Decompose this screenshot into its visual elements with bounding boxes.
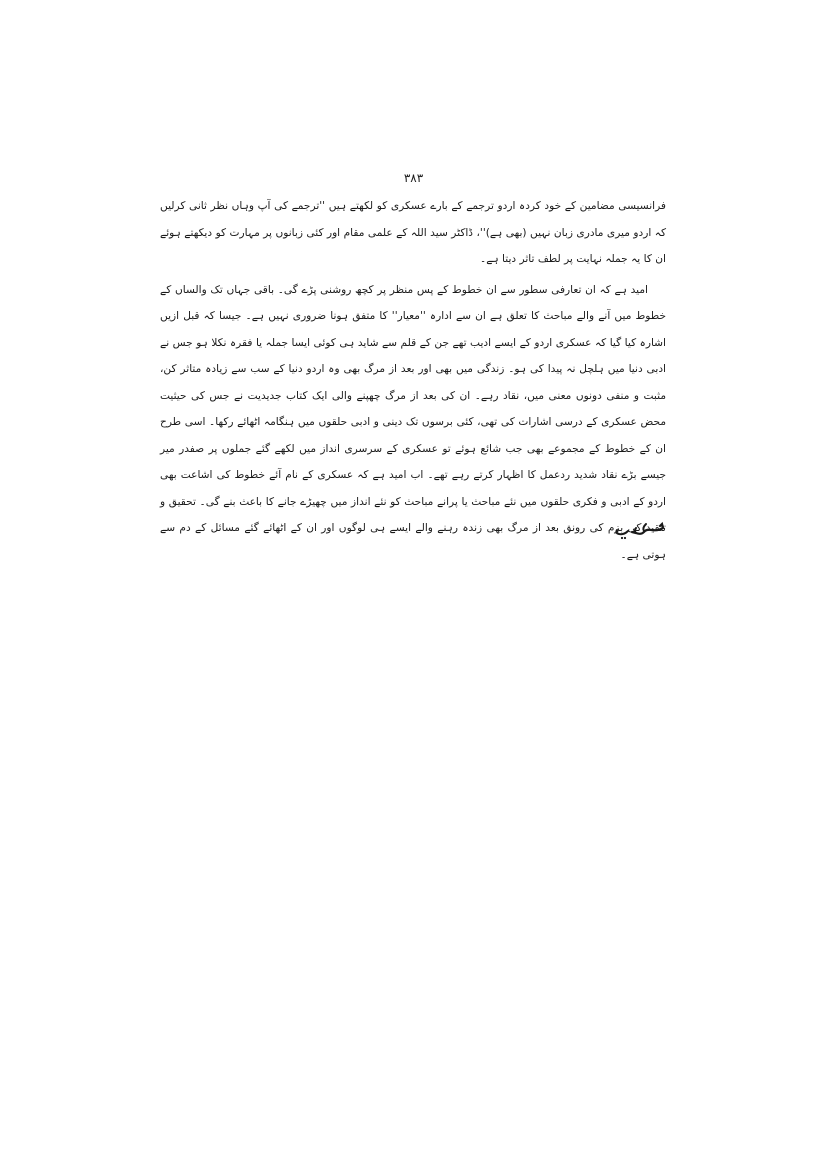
editor-signature: [606, 520, 666, 540]
body-text: [160, 193, 666, 568]
page-number: ۳۸۳: [403, 171, 424, 185]
paragraph-2: امید ہے کہ ان تعارفی سطور سے ان خطوط کے پس منظر پر کچھ روشنی پڑے گی۔ باقی جہاں تک والساں کے خطوط میں آنے والے مباحث کا تعلق ہے ان سے ادارہ ''معیار'' کا متفق ہونا ضروری نہیں ہے۔ جیسا کہ قبل ازیں اشارہ کیا گیا کہ عسکری اردو کے ایسے ادیب تھے جن کے قلم سے شاید ہی کوئی ایسا جملہ یا فقرہ نکلا ہو جس نے ادبی دنیا میں ہلچل نہ پیدا کی ہو۔ زندگی میں بھی اور بعد از مرگ بھی وہ اردو دنیا کے سب سے زیادہ متاثر کن، مثبت و منفی دونوں معنی میں، نقاد رہے۔ ان کی بعد از مرگ چھپنے والی ایک کتاب جدیدیت نے جس کی حیثیت محض عسکری کے درسی اشارات کی تھی، کئی برسوں تک دینی و ادبی حلقوں میں ہنگامہ اٹھائے رکھا۔ اسی طرح ان کے خطوط کے مجموعے بھی جب شائع ہوئے تو عسکری کے سرسری انداز میں لکھے گئے جملوں پر صفدر میر جیسے بڑے نقاد شدید ردعمل کا اظہار کرتے رہے تھے۔ اب امید ہے کہ عسکری کے نام آئے خطوط کی اشاعت بھی اردو کے ادبی و فکری حلقوں میں نئے مباحث یا پرانے مباحث کو نئے انداز میں چھیڑے جانے کا باعث بنے گی۔ تحقیق و تنقید کی بزم کی رونق بعد از مرگ بھی زندہ رہنے والے ایسے ہی لوگوں اور ان کے اٹھائے گئے مسائل کے دم سے ہوتی ہے۔: [160, 283, 666, 561]
paragraph-1: فرانسیسی مضامین کے خود کردہ اردو ترجمے کے بارے عسکری کو لکھتے ہیں ''ترجمے کی آپ وہاں نظر ثانی کرلیں کہ اردو میری مادری زبان نہیں (بھی ہے)''، ڈاکٹر سید اللہ کے علمی مقام اور کئی زبانوں پر مہارت کو دیکھتے ہوئے ان کا یہ جملہ نہایت پر لطف تاثر دیتا ہے۔: [160, 200, 666, 265]
